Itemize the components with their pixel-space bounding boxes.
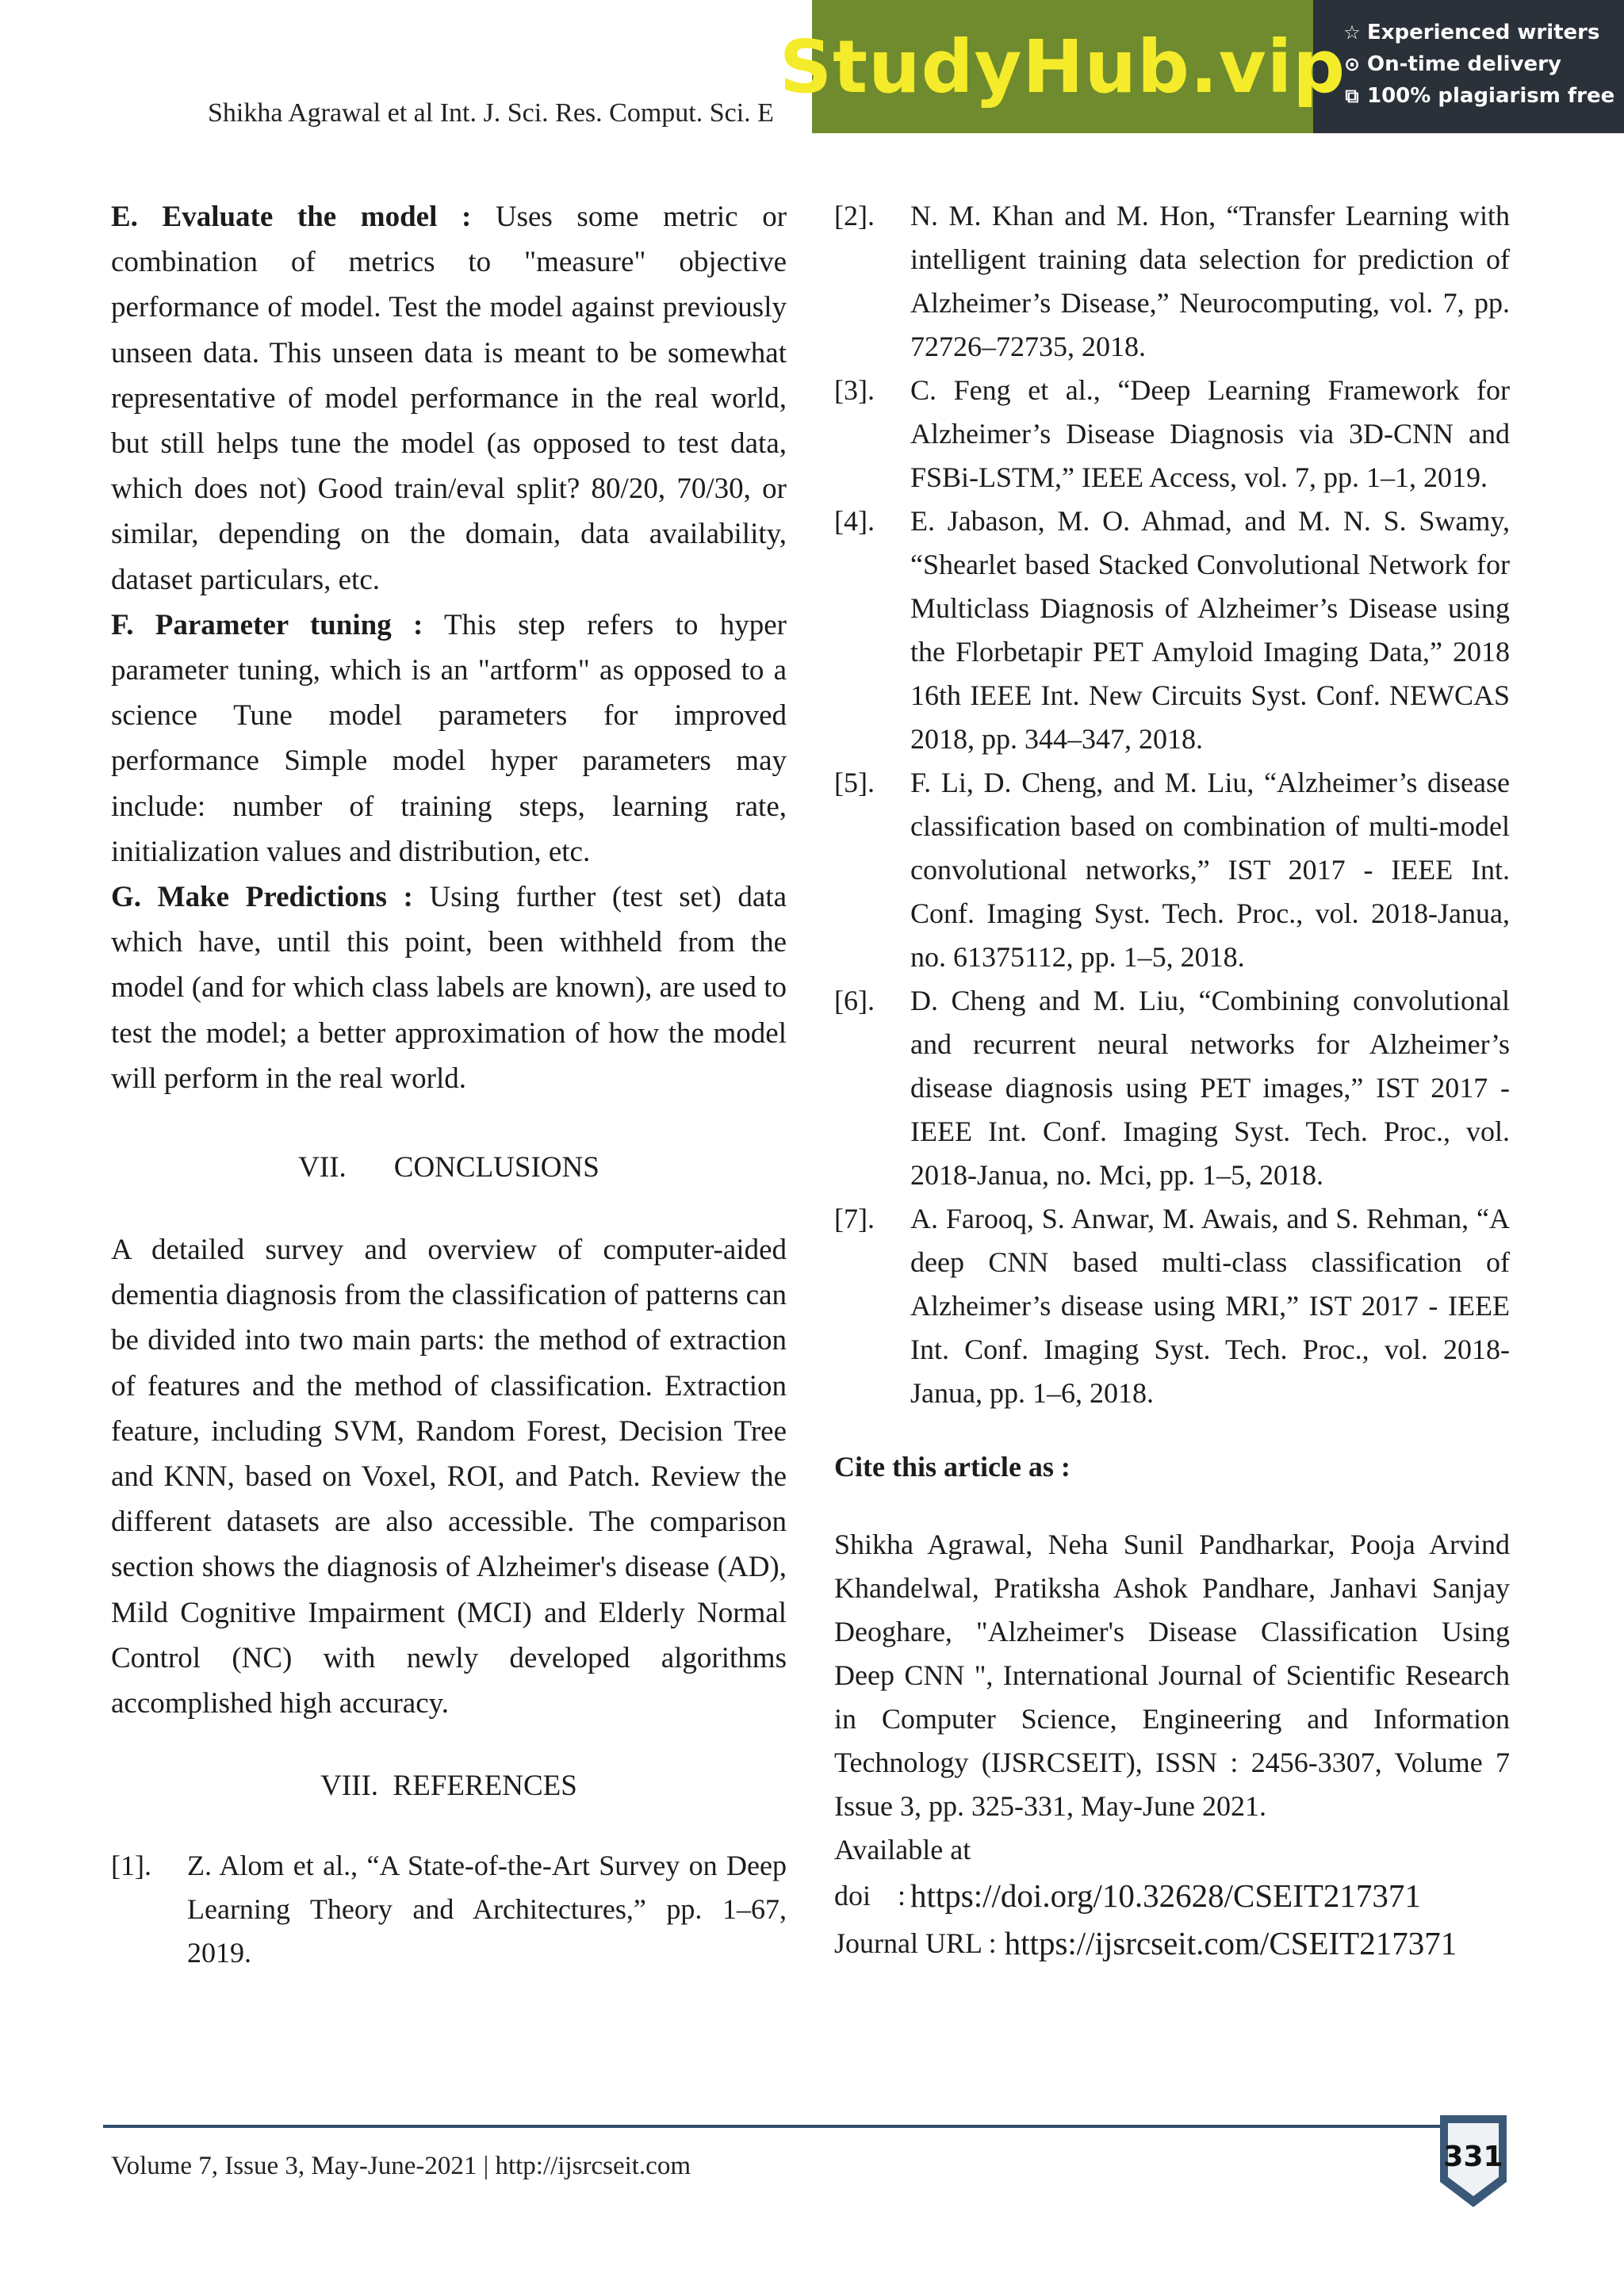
reference-text: D. Cheng and M. Liu, “Combining convolutional and recurrent neural networks for Alzheimer’s disease diagnosis using PET images,” IST 2017 - IEEE Int. Conf. Imaging Syst. Tech. Proc., vol. 2018-Janua, no. Mci, pp. 1–5, 2018. [910, 985, 1510, 1191]
star-icon: ☆ [1343, 21, 1361, 44]
step-label: F. Parameter tuning : [111, 608, 423, 641]
left-column [111, 194, 787, 1975]
section-title: REFERENCES [393, 1770, 577, 1803]
page-number: 331 [1443, 2141, 1503, 2173]
feature-label: On-time delivery [1367, 52, 1561, 76]
step-f [111, 603, 787, 874]
section-heading-references [111, 1769, 787, 1803]
reference-number: [6]. [834, 985, 875, 1016]
footer-text: Volume 7, Issue 3, May-June-2021 | http://ijsrcseit.com [111, 2152, 691, 2180]
brand-name: StudyHub.vip [779, 24, 1346, 109]
feature-item [1342, 84, 1624, 108]
section-number: VII. [298, 1151, 347, 1184]
reference-text: C. Feng et al., “Deep Learning Framework for Alzheimer’s Disease Diagnosis via 3D-CNN and FSBi-LSTM,” IEEE Access, vol. 7, pp. 1–1, 2019. [910, 374, 1510, 493]
feature-item [1342, 52, 1624, 76]
reference-text: E. Jabason, M. O. Ahmad, and M. N. S. Swamy, “Shearlet based Stacked Convolutional Network for Multiclass Diagnosis of Alzheimer’s Disease using the Florbetapir PET Amyloid Imaging Data,” 2018 16th IEEE Int. New Circuits Syst. Conf. NEWCAS 2018, pp. 344–347, 2018. [910, 505, 1510, 755]
step-text: Uses some metric or combination of metrics to "measure" objective performance of model. Test the model against previously unseen data. This unseen data is meant to be somewhat representative of model performance in the real world, but still helps tune the model (as opposed to test data, which does not) Good train/eval split? 80/20, 70/30, or similar, depending on the domain, data availability, dataset particulars, etc. [111, 201, 787, 596]
step-text: Using further (test set) data which have, until this point, been withheld from the model (and for which class labels are known), are used to test the model; a better approximation of how the model will perform in the real world. [111, 881, 787, 1095]
reference-item [834, 499, 1510, 761]
reference-number: [7]. [834, 1203, 875, 1234]
doi-label: doi [834, 1880, 871, 1911]
footer-rule [103, 2125, 1451, 2128]
doi-separator: : [898, 1880, 906, 1911]
step-text: This step refers to hyper parameter tuning, which is an "artform" as opposed to a science Tune model parameters for improved performance Simple model hyper parameters may include: number of training steps, learning rate, initialization values and distribution, etc. [111, 608, 787, 868]
reference-number: [5]. [834, 767, 875, 798]
citation-text: Shikha Agrawal, Neha Sunil Pandharkar, Pooja Arvind Khandelwal, Pratiksha Ashok Pandhare, Janhavi Sanjay Deoghare, "Alzheimer's Disease Classification Using Deep CNN ", International Journal of Scientific Research in Computer Science, Engineering and Information Technology (IJSRCSEIT), ISSN : 2456-3307, Volume 7 Issue 3, pp. 325-331, May-June 2021. [834, 1529, 1510, 1822]
running-header: Shikha Agrawal et al Int. J. Sci. Res. Comput. Sci. E [208, 98, 774, 128]
reference-text: N. M. Khan and M. Hon, “Transfer Learning with intelligent training data selection for prediction of Alzheimer’s Disease,” Neurocomputing, vol. 7, pp. 72726–72735, 2018. [910, 200, 1510, 362]
reference-text: A. Farooq, S. Anwar, M. Awais, and S. Rehman, “A deep CNN based multi-class classification of Alzheimer’s disease using MRI,” IST 2017 - IEEE Int. Conf. Imaging Syst. Tech. Proc., vol. 2018-Janua, pp. 1–6, 2018. [910, 1203, 1510, 1409]
reference-number: [1]. [111, 1850, 151, 1882]
step-g [111, 874, 787, 1101]
banner-features [1313, 0, 1624, 133]
feature-item [1342, 21, 1624, 44]
feature-label: 100% plagiarism free [1367, 84, 1615, 108]
journal-url-link[interactable]: https://ijsrcseit.com/CSEIT217371 [1004, 1925, 1457, 1961]
step-label: E. Evaluate the model : [111, 201, 472, 233]
section-title: CONCLUSIONS [393, 1151, 599, 1184]
feature-label: Experienced writers [1367, 21, 1600, 44]
clock-icon: ⊙ [1343, 53, 1361, 75]
right-column [834, 194, 1510, 1967]
cite-heading: Cite this article as : [834, 1451, 1071, 1483]
reference-item [834, 194, 1510, 369]
step-e [111, 194, 787, 603]
ad-banner[interactable] [779, 0, 1624, 133]
section-heading-conclusions [111, 1150, 787, 1184]
reference-number: [2]. [834, 200, 875, 232]
step-label: G. Make Predictions : [111, 881, 413, 914]
journal-url-line [834, 1919, 1510, 1967]
reference-text: Z. Alom et al., “A State-of-the-Art Survey on Deep Learning Theory and Architectures,” pp. 1–67, 2019. [187, 1850, 787, 1969]
available-at: Available at [834, 1834, 971, 1866]
reference-number: [4]. [834, 505, 875, 537]
journal-url-label: Journal URL : [834, 1927, 997, 1959]
brand-logo[interactable] [779, 0, 1346, 133]
reference-item [834, 1197, 1510, 1415]
reference-item [111, 1844, 787, 1975]
doi-line [834, 1872, 1510, 1919]
doi-link[interactable]: https://doi.org/10.32628/CSEIT217371 [910, 1877, 1421, 1914]
reference-item [834, 761, 1510, 979]
reference-number: [3]. [834, 374, 875, 406]
reference-item [834, 369, 1510, 499]
section-number: VIII. [320, 1770, 379, 1803]
document-copy-icon: ⧉ [1345, 85, 1359, 107]
reference-item [834, 979, 1510, 1197]
conclusions-text: A detailed survey and overview of computer-aided dementia diagnosis from the classification of patterns can be divided into two main parts: the method of extraction of features and the method of classification. Extraction feature, including SVM, Random Forest, Decision Tree and KNN, based on Voxel, ROI, and Patch. Review the different datasets are also accessible. The comparison section shows the diagnosis of Alzheimer's disease (AD), Mild Cognitive Impairment (MCI) and Elderly Normal Control (NC) with newly developed algorithms accomplished high accuracy. [111, 1234, 787, 1720]
reference-text: F. Li, D. Cheng, and M. Liu, “Alzheimer’s disease classification based on combination of multi-model convolutional networks,” IST 2017 - IEEE Int. Conf. Imaging Syst. Tech. Proc., vol. 2018-Janua, no. 61375112, pp. 1–5, 2018. [910, 767, 1510, 973]
